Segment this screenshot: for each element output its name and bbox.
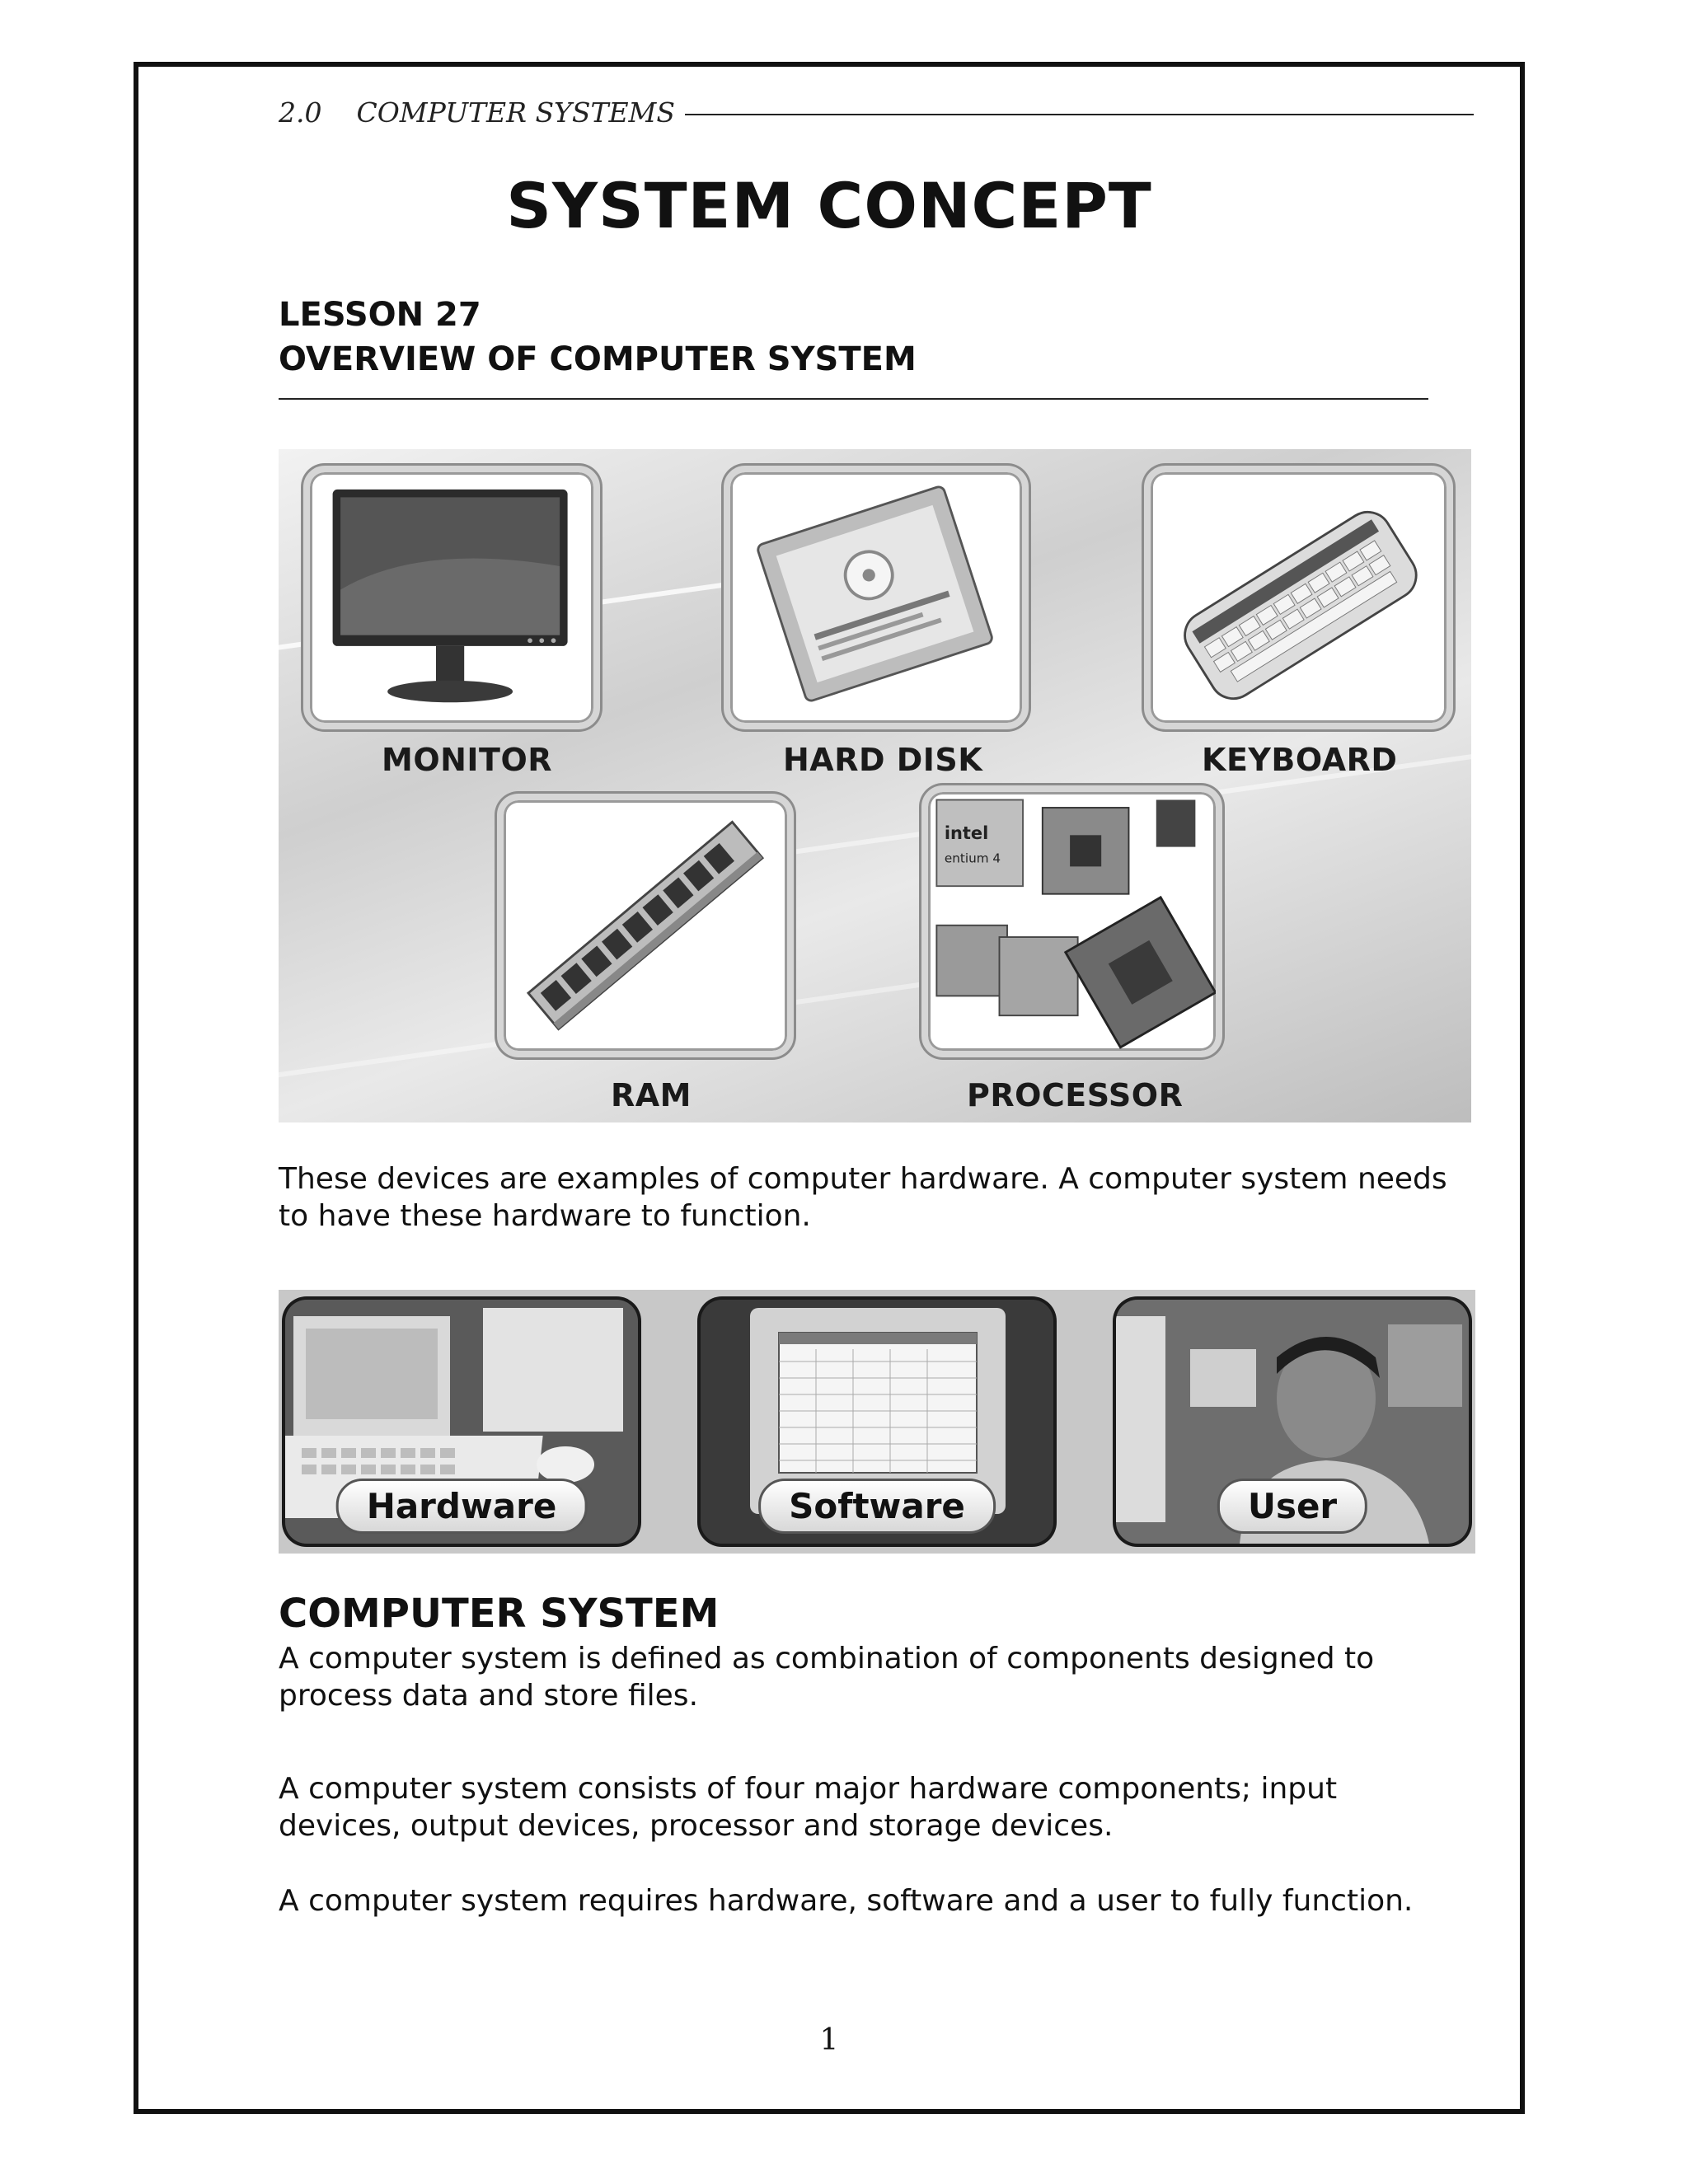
label-user: User <box>1217 1479 1367 1534</box>
software-photo <box>701 1300 1053 1544</box>
caption-keyboard: KEYBOARD <box>1202 742 1398 778</box>
monitor-image <box>303 466 600 729</box>
keyboard-image <box>1144 466 1453 729</box>
page-number: 1 <box>819 2023 839 2057</box>
page-title: SYSTEM CONCEPT <box>506 169 1152 242</box>
section-name: COMPUTER SYSTEMS <box>356 96 675 129</box>
paragraph-definition: A computer system is defined as combination of components designed to process data and store files. <box>279 1642 1375 1713</box>
caption-processor: PROCESSOR <box>967 1077 1184 1113</box>
svg-text:intel: intel <box>944 823 989 844</box>
lesson-heading <box>279 293 917 382</box>
hard-disk-image <box>724 466 1029 729</box>
label-software: Software <box>758 1479 996 1534</box>
lesson-number: LESSON 27 <box>279 296 481 334</box>
caption-ram: RAM <box>611 1077 692 1113</box>
paragraph-components: A computer system consists of four major hardware components; input devices, output devices, processor and storage devices. <box>279 1772 1338 1843</box>
lesson-name: OVERVIEW OF COMPUTER SYSTEM <box>279 340 917 378</box>
caption-hard-disk: HARD DISK <box>783 742 983 778</box>
svg-text:entium 4: entium 4 <box>944 851 1001 866</box>
label-hardware: Hardware <box>336 1479 588 1534</box>
section-number: 2.0 <box>279 96 322 129</box>
system-figure <box>279 1290 1475 1554</box>
caption-monitor: MONITOR <box>382 742 553 778</box>
running-header <box>279 92 1474 132</box>
hardware-figure <box>279 449 1471 1122</box>
paragraph-requirements: A computer system requires hardware, software and a user to fully function. <box>279 1884 1414 1918</box>
processor-image <box>921 785 1222 1057</box>
user-photo <box>1116 1300 1469 1544</box>
ram-image <box>497 794 794 1057</box>
lesson-rule <box>279 398 1428 400</box>
hardware-photo <box>285 1300 638 1544</box>
hardware-caption: These devices are examples of computer hardware. A computer system needs to have these hardware to function. <box>279 1162 1447 1233</box>
header-rule <box>685 114 1474 115</box>
section-title: COMPUTER SYSTEM <box>279 1591 720 1637</box>
